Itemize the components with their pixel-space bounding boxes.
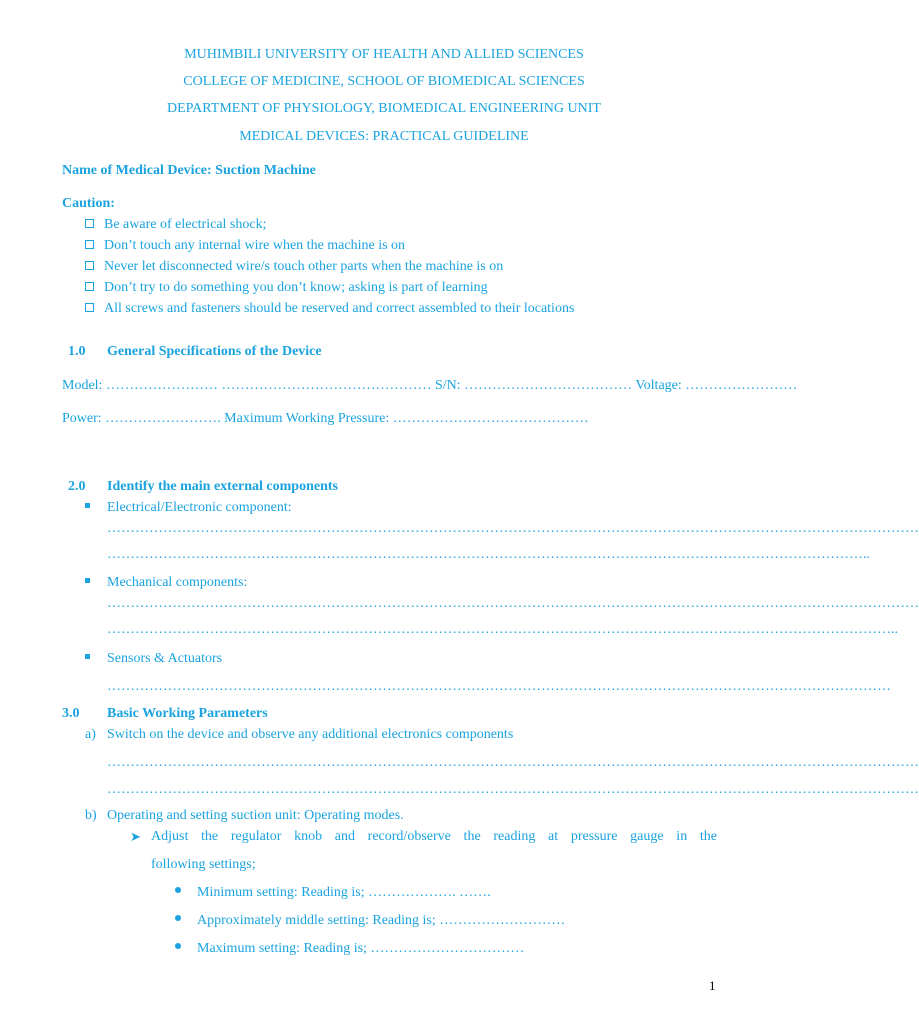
answer-line: …………………………………………………………………………………………………………………………………………………….. <box>107 622 898 637</box>
setting-maximum: Maximum setting: Reading is; …………………………… <box>197 941 525 956</box>
header-department: DEPARTMENT OF PHYSIOLOGY, BIOMEDICAL ENGINEERING UNIT <box>167 101 601 116</box>
component-label: Sensors & Actuators <box>107 651 223 666</box>
bullet-dot-icon <box>175 913 181 929</box>
spec-line-power: Power: ……………………. Maximum Working Pressure: …………………………………… <box>62 411 589 426</box>
header-college: COLLEGE OF MEDICINE, SCHOOL OF BIOMEDICAL SCIENCES <box>183 74 585 89</box>
section3-title: Basic Working Parameters <box>107 706 268 721</box>
bullet-dot-icon <box>175 885 181 901</box>
checkbox-icon <box>85 261 94 270</box>
instruction-line-continued: following settings; <box>151 857 256 872</box>
section1-title: General Specifications of the Device <box>107 344 322 359</box>
answer-line: ……………………………………………………………………………………………………………………………………………….. <box>107 547 870 562</box>
item-a-text: Switch on the device and observe any additional electronics components <box>107 727 514 742</box>
spec-line-model: Model: …………………… ……………………………………… S/N: ……………………………… Voltage: …………………… <box>62 378 798 393</box>
checkbox-icon <box>85 282 94 291</box>
caution-item: All screws and fasteners should be reserved and correct assembled to their locations <box>85 301 574 317</box>
component-label: Electrical/Electronic component: <box>107 500 292 515</box>
section1-number: 1.0 <box>68 344 86 359</box>
checkbox-icon <box>85 240 94 249</box>
section3-number: 3.0 <box>62 706 80 721</box>
page-number: 1 <box>709 978 716 993</box>
caution-item: Don’t touch any internal wire when the machine is on <box>85 238 405 254</box>
component-item <box>85 500 90 516</box>
checkbox-icon <box>85 303 94 312</box>
section2-title: Identify the main external components <box>107 479 338 494</box>
checkbox-icon <box>85 219 94 228</box>
component-label: Mechanical components: <box>107 575 248 590</box>
header-guideline: MEDICAL DEVICES: PRACTICAL GUIDELINE <box>239 129 529 144</box>
answer-line: …………………………………………………………………………………………………………………………………………………… <box>107 679 891 694</box>
bullet-square-icon <box>85 578 90 583</box>
caution-title: Caution: <box>62 196 115 211</box>
caution-item: Never let disconnected wire/s touch other parts when the machine is on <box>85 259 503 275</box>
caution-item: Be aware of electrical shock; <box>85 217 266 233</box>
answer-line: ………………………………………………………………………………………………………………………………………………………… <box>107 521 919 536</box>
device-name: Name of Medical Device: Suction Machine <box>62 163 316 178</box>
bullet-dot-icon <box>175 941 181 957</box>
component-item <box>85 651 90 667</box>
setting-minimum: Minimum setting: Reading is; ………………. ……. <box>197 885 491 900</box>
header-university: MUHIMBILI UNIVERSITY OF HEALTH AND ALLIED SCIENCES <box>184 47 584 62</box>
setting-middle: Approximately middle setting: Reading is; ……………………… <box>197 913 566 928</box>
item-b-text: Operating and setting suction unit: Operating modes. <box>107 808 404 823</box>
item-marker-a: a) <box>85 727 96 742</box>
answer-line: ………………………………………………………………………………………………………………………………………………………… <box>107 782 919 797</box>
component-item <box>85 575 90 591</box>
section2-number: 2.0 <box>68 479 86 494</box>
bullet-square-icon <box>85 654 90 659</box>
answer-line: ………………………………………………………………………………………………………………………………………………………… <box>107 755 919 770</box>
answer-line: ………………………………………………………………………………………………………………………………………………………… <box>107 596 919 611</box>
item-marker-b: b) <box>85 808 97 823</box>
arrow-bullet-icon: ➤ <box>130 829 141 844</box>
caution-item: Don’t try to do something you don’t know; asking is part of learning <box>85 280 488 296</box>
instruction-line: Adjust the regulator knob and record/observe the reading at pressure gauge in the <box>151 829 717 844</box>
bullet-square-icon <box>85 503 90 508</box>
